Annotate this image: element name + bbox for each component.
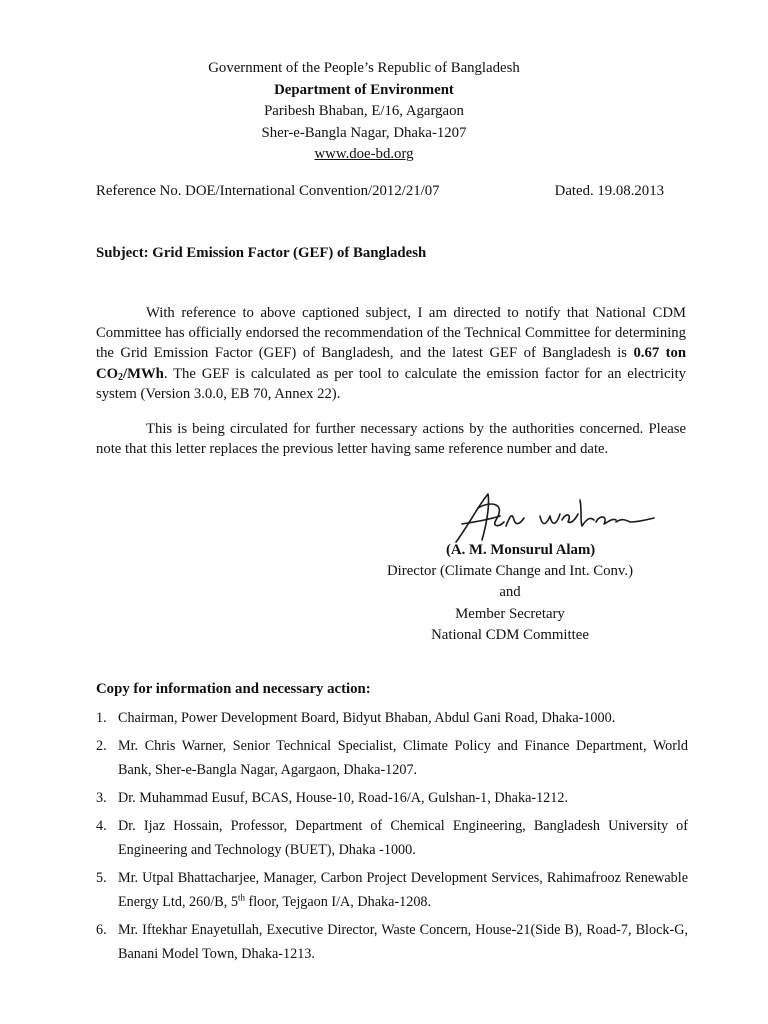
paragraph-1-text-before: With reference to above captioned subject, I am directed to notify that National CDM Committee has officially endorsed the recommendation of the Technical Committee for determining the Grid Emission Factor (GEF) of Bangladesh, and the latest GEF of Bangladesh is <box>96 305 686 362</box>
list-item <box>96 814 688 862</box>
signatory-name: (A. M. Monsurul Alam) <box>446 542 596 558</box>
letterhead <box>0 58 728 166</box>
list-item <box>96 786 688 810</box>
list-item <box>96 706 688 730</box>
copy-heading: Copy for information and necessary action: <box>96 681 371 697</box>
copy-list <box>96 706 688 970</box>
letter-date: Dated. 19.08.2013 <box>554 183 664 199</box>
department-name: Department of Environment <box>274 81 454 98</box>
list-item-number: 4. <box>96 818 107 834</box>
list-item-text: Mr. Iftekhar Enayetullah, Executive Director, Waste Concern, House-21(Side B), Road-7, Block-G, Banani Model Town, Dhaka-1213. <box>118 922 688 962</box>
gef-value-subscript: 2 <box>118 371 124 383</box>
address-line-2: Sher-e-Bangla Nagar, Dhaka-1207 <box>261 124 467 141</box>
list-item <box>96 866 688 914</box>
list-item <box>96 918 688 966</box>
government-line: Government of the People’s Republic of Bangladesh <box>208 60 520 76</box>
signatory-conjunction: and <box>499 584 521 601</box>
signatory-role: Member Secretary <box>455 605 565 622</box>
reference-row <box>96 182 664 202</box>
list-item-number: 3. <box>96 790 107 806</box>
gef-value-unit: /MWh <box>123 365 164 382</box>
signatory-committee: National CDM Committee <box>431 626 589 643</box>
gef-value-main: 0.67 ton CO <box>96 345 686 382</box>
list-item-number: 6. <box>96 922 107 938</box>
list-item-text-b: floor, Tejgaon I/A, Dhaka-1208. <box>244 894 432 910</box>
list-item <box>96 734 688 782</box>
signatory-title: Director (Climate Change and Int. Conv.) <box>387 563 633 580</box>
website-link[interactable]: www.doe-bd.org <box>314 146 414 162</box>
list-item-number: 1. <box>96 710 107 726</box>
body-paragraph-1 <box>96 303 686 404</box>
list-item-text-a: Mr. Utpal Bhattacharjee, Manager, Carbon Project Development Services, Rahimafrooz Renewable Energy Ltd, 260/B, 5 <box>118 870 688 910</box>
subject-line: Subject: Grid Emission Factor (GEF) of Bangladesh <box>96 245 427 261</box>
list-item-number: 5. <box>96 870 107 886</box>
list-item-text: Chairman, Power Development Board, Bidyut Bhaban, Abdul Gani Road, Dhaka-1000. <box>118 710 616 726</box>
list-item-superscript: th <box>237 892 245 903</box>
signatory-block <box>360 540 660 646</box>
list-item-text: Dr. Ijaz Hossain, Professor, Department of Chemical Engineering, Bangladesh University of Engineering and Technology (BUET), Dhaka -1000. <box>118 818 688 858</box>
paragraph-1-text-after: . The GEF is calculated as per tool to calculate the emission factor for an electricity system (Version 3.0.0, EB 70, Annex 22). <box>96 365 686 402</box>
reference-number: Reference No. DOE/International Convention/2012/21/07 <box>96 183 440 199</box>
body-paragraph-2: This is being circulated for further necessary actions by the authorities concerned. Please note that this letter replaces the previous letter having same reference number and date. <box>96 421 686 458</box>
list-item-text: Mr. Chris Warner, Senior Technical Specialist, Climate Policy and Finance Department, World Bank, Sher-e-Bangla Nagar, Agargaon, Dhaka-1207. <box>118 738 688 778</box>
address-line-1: Paribesh Bhaban, E/16, Agargaon <box>264 103 464 119</box>
list-item-text: Dr. Muhammad Eusuf, BCAS, House-10, Road-16/A, Gulshan-1, Dhaka-1212. <box>118 790 569 806</box>
list-item-number: 2. <box>96 738 107 754</box>
